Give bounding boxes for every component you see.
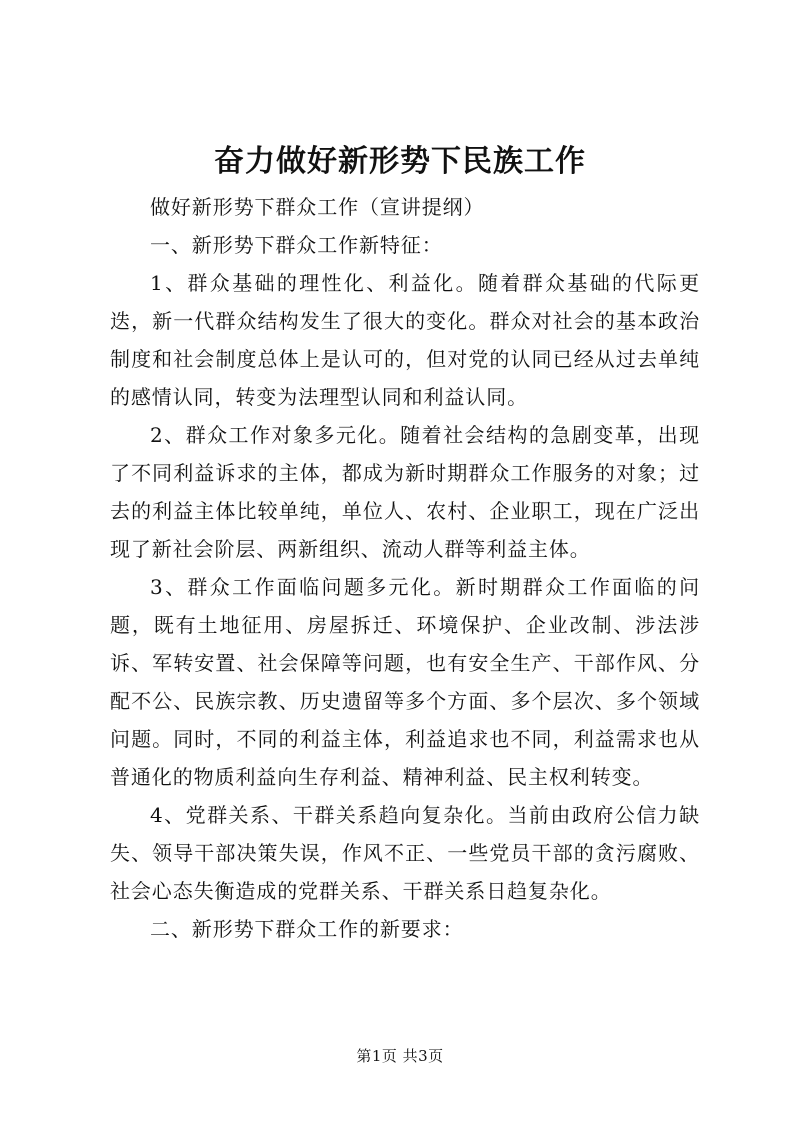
page-number-footer: 第1页 共3页 bbox=[356, 1047, 444, 1065]
document-body bbox=[110, 188, 700, 948]
paragraph-item-2: 2、群众工作对象多元化。随着社会结构的急剧变革，出现了不同利益诉求的主体，都成为新时期群众工作服务的对象；过去的利益主体比较单纯，单位人、农村、企业职工，现在广泛出现了新社会阶层、两新组织、流动人群等利益主体。 bbox=[110, 423, 700, 561]
paragraph-subtitle: 做好新形势下群众工作（宣讲提纲） bbox=[150, 195, 485, 219]
paragraph-item-3: 3、群众工作面临问题多元化。新时期群众工作面临的问题，既有土地征用、房屋拆迁、环境保护、企业改制、涉法涉诉、军转安置、社会保障等问题，也有安全生产、干部作风、分配不公、民族宗教、历史遗留等多个方面、多个层次、多个领域问题。同时，不同的利益主体，利益追求也不同，利益需求也从普通化的物质利益向生存利益、精神利益、民主权利转变。 bbox=[110, 575, 700, 789]
paragraph-section-one-heading: 一、新形势下群众工作新特征： bbox=[150, 233, 443, 257]
paragraph-item-1: 1、群众基础的理性化、利益化。随着群众基础的代际更迭，新一代群众结构发生了很大的变化。群众对社会的基本政治制度和社会制度总体上是认可的，但对党的认同已经从过去单纯的感情认同，转变为法理型认同和利益认同。 bbox=[110, 271, 700, 409]
document-title: 奋力做好新形势下民族工作 bbox=[214, 144, 586, 179]
paragraph-item-4: 4、党群关系、干群关系趋向复杂化。当前由政府公信力缺失、领导干部决策失误，作风不正、一些党员干部的贪污腐败、社会心态失衡造成的党群关系、干群关系日趋复杂化。 bbox=[110, 803, 700, 903]
paragraph-section-two-heading: 二、新形势下群众工作的新要求： bbox=[150, 917, 464, 941]
